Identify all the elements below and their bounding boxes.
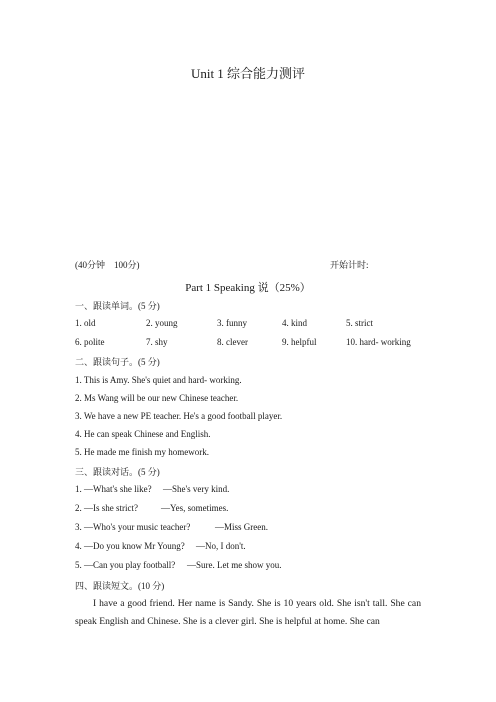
dialogue-question: 4. —Do you know Mr Young? xyxy=(75,541,185,551)
sentence-item: 2. Ms Wang will be our new Chinese teacher. xyxy=(75,393,239,403)
page-title: Unit 1 综合能力测评 xyxy=(190,66,306,81)
section-heading-dialogues: 三、跟读对话。(5 分) xyxy=(75,467,160,477)
word-item: 3. funny xyxy=(217,318,247,328)
section-heading-sentences: 二、跟读句子。(5 分) xyxy=(75,357,160,367)
word-item: 9. helpful xyxy=(282,337,317,347)
dialogue-answer: —She's very kind. xyxy=(163,484,230,494)
dialogue-answer: —No, I don't. xyxy=(196,541,246,551)
sentence-item: 4. He can speak Chinese and English. xyxy=(75,429,211,439)
reading-passage: I have a good friend. Her name is Sandy. She is 10 years old. She isn't tall. She can speak English and Chinese. She is a clever girl. She is helpful at home. She can xyxy=(75,598,421,627)
section-heading-passage: 四、跟读短文。(10 分) xyxy=(75,581,165,591)
sentence-item: 3. We have a new PE teacher. He's a good football player. xyxy=(75,411,283,421)
dialogue-answer: —Sure. Let me show you. xyxy=(187,560,282,570)
dialogue-question: 2. —Is she strict? xyxy=(75,503,138,513)
word-item: 1. old xyxy=(75,318,96,328)
dialogue-question: 5. —Can you play football? xyxy=(75,560,176,570)
dialogue-question: 1. —What's she like? xyxy=(75,484,152,494)
word-item: 5. strict xyxy=(346,318,373,328)
word-item: 6. polite xyxy=(75,337,105,347)
word-item: 2. young xyxy=(146,318,178,328)
dialogue-answer: —Miss Green. xyxy=(215,522,268,532)
sentence-item: 5. He made me finish my homework. xyxy=(75,447,209,457)
section-heading-words: 一、跟读单词。(5 分) xyxy=(75,301,160,311)
dialogue-question: 3. —Who's your music teacher? xyxy=(75,522,191,532)
word-item: 4. kind xyxy=(282,318,308,328)
part-heading: Part 1 Speaking 说（25%） xyxy=(185,282,311,294)
start-timer-label: 开始计时: xyxy=(330,260,369,270)
dialogue-answer: —Yes, sometimes. xyxy=(161,503,229,513)
word-item: 7. shy xyxy=(146,337,168,347)
sentence-item: 1. This is Amy. She's quiet and hard- working. xyxy=(75,375,242,385)
word-item: 8. clever xyxy=(217,337,248,347)
time-score-info: (40分钟 100分) xyxy=(75,260,140,270)
word-item: 10. hard- working xyxy=(346,337,411,347)
